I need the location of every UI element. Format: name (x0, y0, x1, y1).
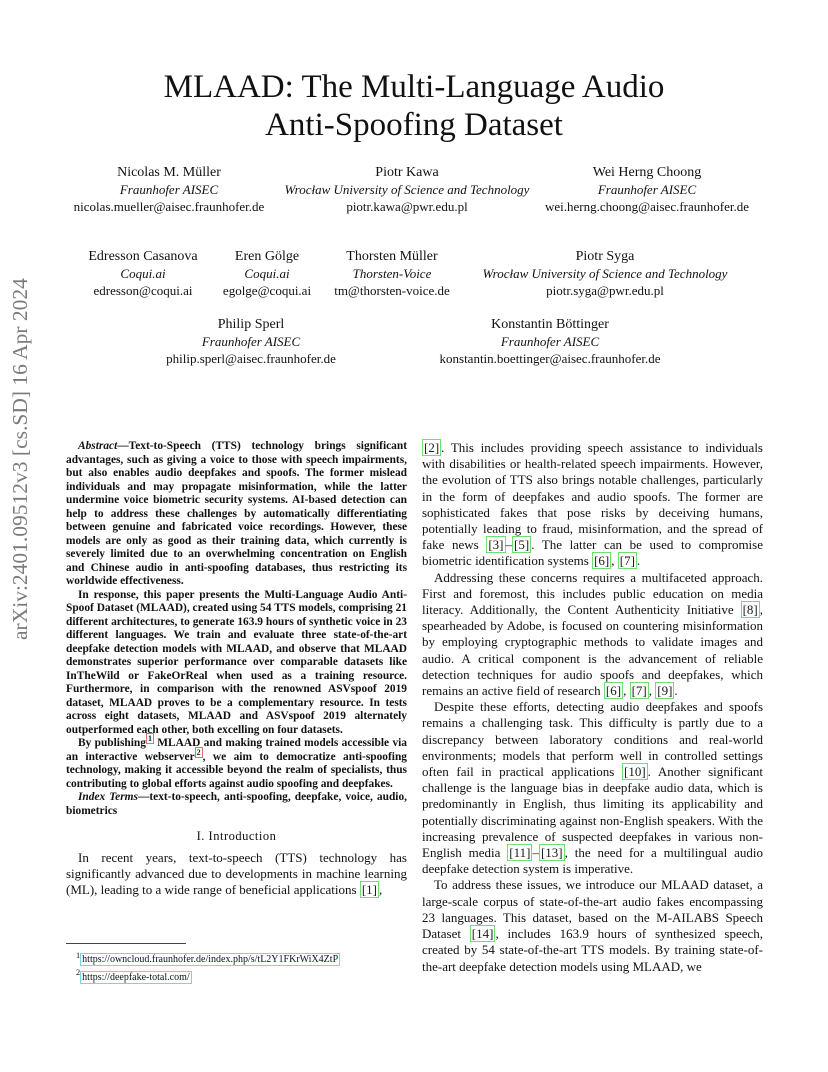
author-email[interactable]: philip.sperl@aisec.fraunhofer.de (166, 351, 336, 366)
separator: , (611, 553, 618, 569)
author-affiliation: Fraunhofer AISEC (119, 182, 219, 197)
footnote-url-link[interactable]: https://deepfake-total.com/ (82, 971, 190, 983)
body-text: To address these issues, we introduce our MLAAD dataset, a large-scale corpus of state-of-the-art audio fakes encompassing 23 languages. This dataset, based on the M-AILABS Speech Dataset (422, 877, 763, 942)
author-email[interactable]: egolge@coqui.ai (222, 283, 312, 298)
abstract-text: —Text-to-Speech (TTS) technology brings significant advantages, such as giving a voice to those with speech impairments, but also enables audio deepfakes and spoofs. The former mislead individuals and may propagate misinformation, while the latter undermine voice biometric security systems. AI-based detection can help to address these challenges by automatically differentiating between genuine and fabricated voice recordings. However, these models are only as good as their training data, which currently is severely limited due to an overwhelming concentration on English and Chinese audio in anti-spoofing databases, thus restricting its worldwide effectiveness. (66, 440, 407, 587)
body-text: Despite these efforts, detecting audio deepfakes and spoofs remains a challenging task. This difficulty is partly due to a discrepancy between laboratory conditions and real-world environments; models that perform well in controlled settings often fail in practical applications (422, 699, 763, 780)
citation-link[interactable]: [5] (514, 537, 530, 553)
citation-link[interactable]: [6] (605, 683, 622, 699)
dash: – (532, 845, 539, 861)
author-name: Nicolas M. Müller (117, 165, 221, 180)
paper-title (0, 68, 828, 144)
body-paragraph: In recent years, text-to-speech (TTS) technology has significantly advanced due to developments in machine learning (ML), leading to a wide range of beneficial applications [1] , (66, 849, 407, 897)
body-paragraph (422, 440, 763, 570)
separator: , (623, 683, 630, 699)
arxiv-identifier: arXiv:2401.09512v3 [cs.SD] 16 Apr 2024 (8, 278, 32, 640)
author-block (166, 316, 336, 367)
abstract-lead: Abstract (78, 440, 118, 452)
author-email[interactable]: edresson@coqui.ai (93, 283, 193, 298)
author-name: Eren Gölge (234, 249, 300, 264)
body-text: . The latter can be used to compromise biometric identification systems (422, 537, 763, 569)
body-paragraph (422, 570, 763, 700)
citation-link[interactable]: [2] (424, 440, 440, 455)
body-text: , spearheaded by Adobe, is focused on countering misinformation by employing cryptographic methods to validate images and audio. A critical component is the advancement of reliable detection techniques for audio spoofs and deepfakes, which remains an active field of research (422, 602, 763, 699)
body-text: , the need for a multilingual audio deepfake detection system is imperative. (422, 845, 763, 877)
body-text: Addressing these concerns requires a multifaceted approach. First and foremost, this includes public education on media literacy. Additionally, the Content Authenticity Initiative (422, 569, 763, 618)
abstract-text: , we aim to democratize anti-spoofing technology, making it accessible beyond the realm of specialists, thus contributing to global efforts against audio spoofing and deepfakes. (66, 750, 407, 790)
author-email[interactable]: wei.herng.choong@aisec.fraunhofer.de (544, 199, 750, 214)
author-email[interactable]: piotr.syga@pwr.edu.pl (546, 283, 664, 298)
footnote-number: 2 (76, 968, 81, 978)
author-affiliation: Coqui.ai (244, 266, 290, 281)
abstract-text: MLAAD and making trained models accessible via an interactive webserver (66, 737, 408, 763)
author-block (334, 248, 450, 299)
index-terms (66, 791, 407, 818)
abstract-paragraph (66, 734, 408, 791)
index-terms-lead: Index Terms (78, 791, 138, 803)
author-affiliation: Fraunhofer AISEC (201, 334, 301, 349)
citation-link[interactable]: [14] (471, 926, 494, 942)
author-block (545, 164, 749, 215)
footnote (76, 966, 340, 983)
footnote-url-link[interactable]: https://owncloud.fraunhofer.de/index.php/s/tL2Y1FKrWiX4ZtP (82, 954, 339, 966)
footnote-rule (66, 943, 186, 944)
author-affiliation: Thorsten-Voice (352, 266, 432, 281)
title-line-2: Anti-Spoofing Dataset (265, 107, 563, 143)
body-text: In recent years, text-to-speech (TTS) technology has significantly advanced due to developments in machine learning (ML), leading to a wide range of beneficial applications (66, 849, 407, 897)
citation-link[interactable]: [7] (631, 683, 647, 699)
author-block (285, 164, 530, 215)
author-block (440, 316, 661, 367)
author-name: Thorsten Müller (346, 249, 438, 264)
author-affiliation: Coqui.ai (120, 266, 166, 281)
author-name: Edresson Casanova (88, 249, 198, 264)
author-name: Konstantin Böttinger (491, 317, 609, 332)
section-heading: I. Introduction (196, 829, 277, 843)
author-affiliation: Wrocław University of Science and Technology (482, 266, 728, 281)
author-email[interactable]: nicolas.mueller@aisec.fraunhofer.de (73, 199, 265, 214)
author-name: Wei Herng Choong (592, 165, 702, 180)
dash: – (505, 537, 513, 553)
author-block (74, 164, 265, 215)
author-email[interactable]: piotr.kawa@pwr.edu.pl (346, 199, 468, 214)
author-affiliation: Fraunhofer AISEC (500, 334, 600, 349)
footnote-ref[interactable]: 2 (196, 747, 201, 757)
citation-link[interactable]: [1] (361, 881, 378, 897)
period: . (674, 683, 678, 699)
citation-link[interactable]: [9] (657, 683, 673, 699)
abstract-paragraph (66, 440, 407, 589)
body-text: . This includes providing speech assistance to individuals with disabilities or health-related speech impairments. However, the evolution of TTS also brings notable challenges, particularly in the form of deepfakes and audio spoofs. The former are sophisticated fakes that pose risks by deceiving humans, potentially leading to fraud, misinformation, and the spread of fake news (422, 440, 763, 553)
abstract-paragraph: In response, this paper presents the Multi-Language Audio Anti-Spoof Dataset (MLAAD), created using 54 TTS models, comprising 21 different architectures, to generate 163.9 hours of synthetic voice in 23 different languages. We train and evaluate three state-of-the-art deepfake detection models with MLAAD, and observe that MLAAD demonstrates superior performance over comparable datasets like InTheWild or FakeOrReal when used as a training resource. Furthermore, in comparison with the renowned ASVspoof 2019 dataset, MLAAD proves to be a complementary resource. In tests across eight datasets, MLAAD and ASVspoof 2019 alternately outperformed each other, both excelling on four datasets. (66, 588, 407, 736)
title-line-1: MLAAD: The Multi-Language Audio (163, 69, 665, 105)
citation-link[interactable]: [10] (624, 764, 646, 780)
period: . (636, 553, 641, 569)
author-name: Philip Sperl (217, 317, 285, 332)
body-text: . Another significant challenge is the language bias in deepfake audio data, which is predominantly in English, thus limiting its applicability and potentially discriminating against non-English speakers. With the increasing prevalence of suspected deepfakes in various non-English media (422, 764, 763, 861)
right-column (422, 440, 763, 975)
body-paragraph (422, 877, 763, 974)
index-terms-text: —text-to-speech, anti-spoofing, deepfake, voice, audio, biometrics (66, 791, 407, 817)
body-paragraph (422, 699, 763, 877)
citation-link[interactable]: [3] (488, 537, 504, 553)
author-name: Piotr Syga (575, 249, 635, 264)
author-block (223, 248, 311, 299)
author-block (483, 248, 728, 299)
citation-link[interactable]: [13] (540, 845, 563, 861)
left-column (66, 440, 407, 898)
citation-link[interactable]: [6] (594, 553, 610, 569)
author-block (88, 248, 197, 299)
author-affiliation: Wrocław University of Science and Technology (284, 182, 530, 197)
citation-link[interactable]: [7] (619, 553, 635, 569)
author-email[interactable]: tm@thorsten-voice.de (334, 283, 450, 298)
footnote-number: 1 (76, 951, 81, 960)
abstract-text: By publishing (78, 737, 146, 749)
author-email[interactable]: konstantin.boettinger@aisec.fraunhofer.de (439, 351, 661, 366)
body-text: , includes 163.9 hours of synthesized speech, created by 54 state-of-the-art TTS models. By training state-of-the-art deepfake detection models using MLAAD, we (422, 926, 764, 974)
separator: , (648, 683, 656, 699)
footnote (76, 949, 340, 966)
citation-link[interactable]: [8] (742, 602, 758, 618)
citation-link[interactable]: [11] (509, 845, 531, 861)
footnote-ref[interactable]: 1 (147, 734, 152, 744)
author-affiliation: Fraunhofer AISEC (597, 182, 697, 197)
author-name: Piotr Kawa (375, 165, 439, 180)
footnotes (76, 949, 340, 984)
